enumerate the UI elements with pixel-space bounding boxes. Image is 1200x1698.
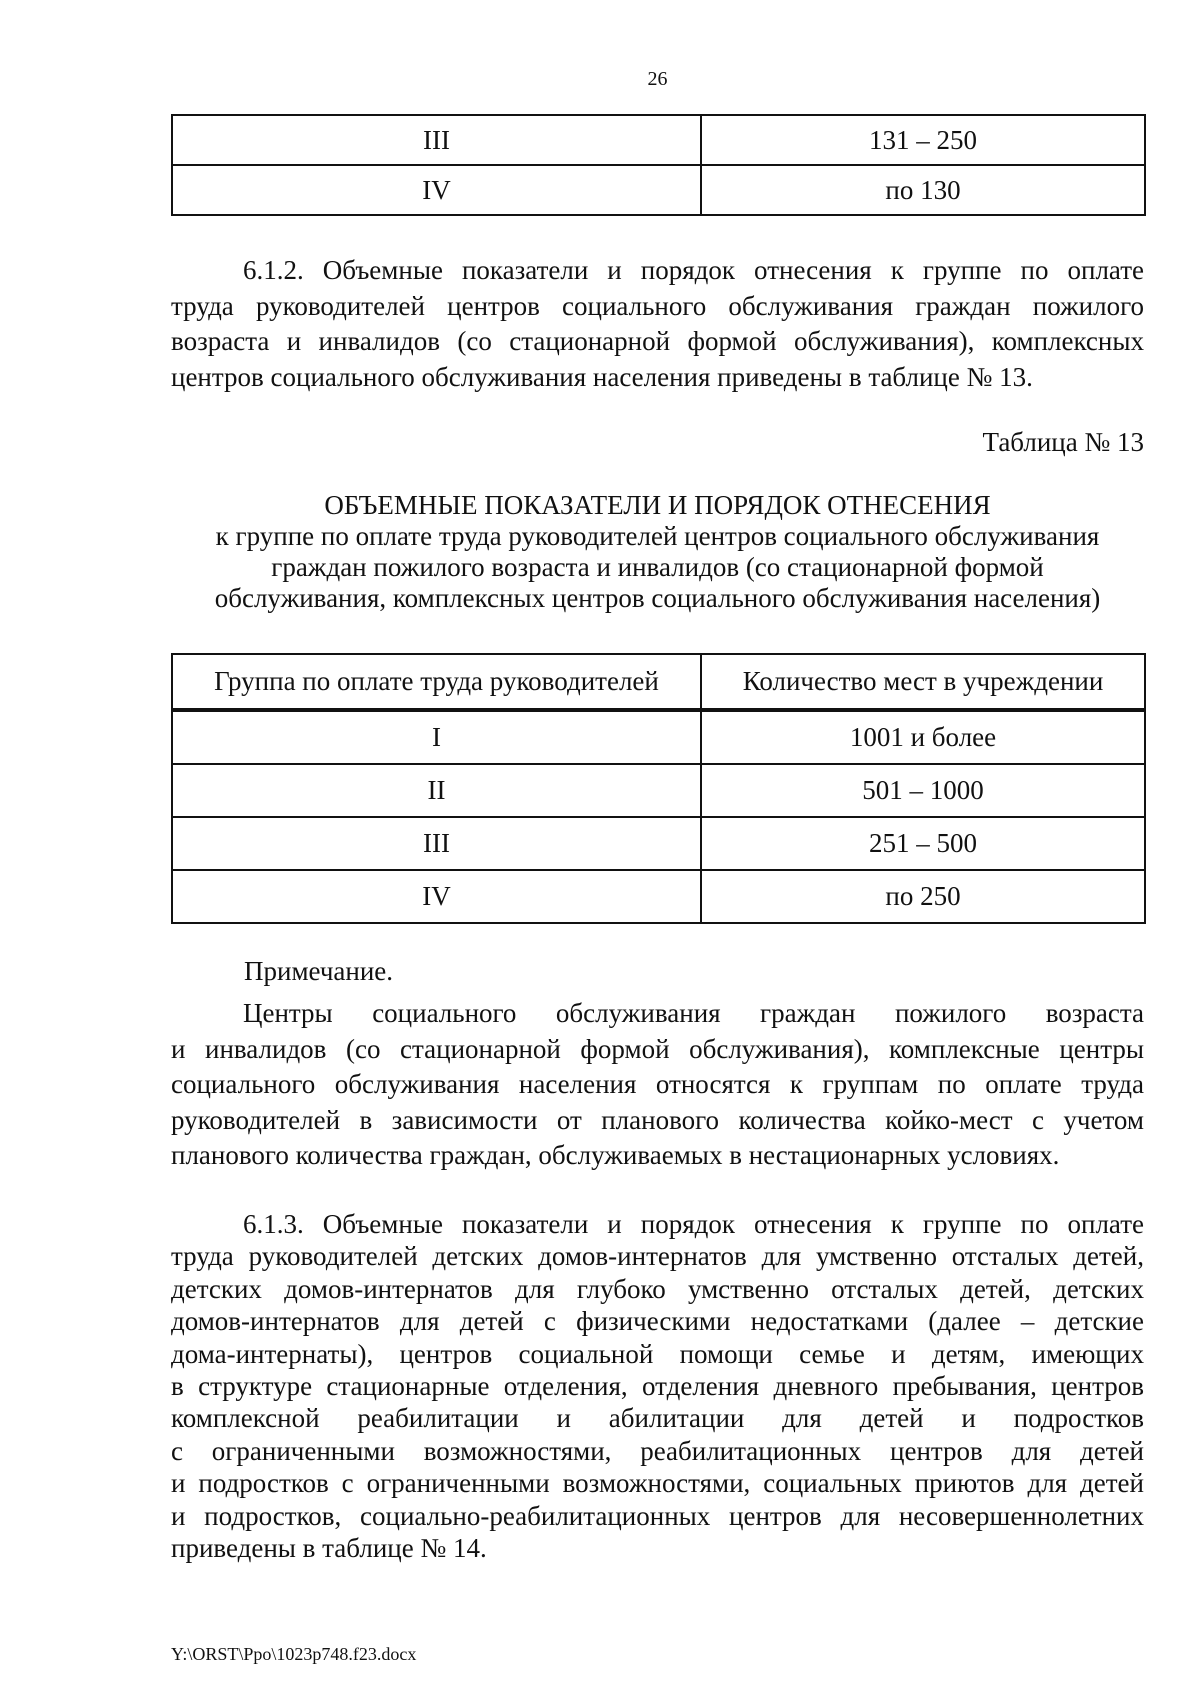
table-cell-group: III	[172, 115, 701, 165]
table-row	[172, 165, 1145, 215]
paragraph-line: возраста и инвалидов (со стационарной формой обслуживания), комплексных	[171, 326, 1144, 356]
paragraph-line: и подростков с ограниченными возможностями, социальных приютов для детей	[171, 1468, 1144, 1499]
paragraph-line: 6.1.2. Объемные показатели и порядок отнесения к группе по оплате	[243, 255, 1144, 285]
table-cell-group: IV	[172, 165, 701, 215]
table-cell-value: 251 – 500	[701, 817, 1145, 870]
paragraph-line: в структуре стационарные отделения, отделения дневного пребывания, центров	[171, 1371, 1144, 1402]
table-cell-value: 131 – 250	[701, 115, 1145, 165]
table-cell-value: по 130	[701, 165, 1145, 215]
paragraph-line: с ограниченными возможностями, реабилитационных центров для детей	[171, 1435, 1144, 1466]
paragraph-line: и подростков, социально-реабилитационных центров для несовершеннолетних	[171, 1500, 1144, 1531]
paragraph-6-1-2	[171, 253, 1144, 395]
table-title-line: граждан пожилого возраста и инвалидов (со стационарной формой	[271, 552, 1044, 582]
column-header-group: Группа по оплате труда руководителей	[172, 654, 701, 710]
note-text	[171, 996, 1144, 1174]
paragraph-line: руководителей в зависимости от планового количества койко-мест с учетом	[171, 1104, 1144, 1135]
table-13-label: Таблица № 13	[982, 427, 1144, 457]
table-cell-group: III	[172, 817, 701, 870]
paragraph-line: социального обслуживания населения относятся к группам по оплате труда	[171, 1069, 1144, 1099]
column-header-places: Количество мест в учреждении	[701, 654, 1145, 710]
file-path-footer: Y:\ORST\Ppo\1023p748.f23.docx	[171, 1644, 417, 1664]
paragraph-line: детских домов-интернатов для глубоко умственно отсталых детей, детских	[171, 1273, 1144, 1304]
paragraph-line: и инвалидов (со стационарной формой обслуживания), комплексные центры	[171, 1033, 1144, 1064]
paragraph-line: труда руководителей центров социального обслуживания граждан пожилого	[171, 290, 1144, 321]
table-title-line: обслуживания, комплексных центров социального обслуживания населения)	[214, 583, 1101, 613]
table-row	[172, 870, 1145, 923]
paragraph-line: центров социального обслуживания населения приведены в таблице № 13.	[171, 361, 1033, 392]
table-title-main: ОБЪЕМНЫЕ ПОКАЗАТЕЛИ И ПОРЯДОК ОТНЕСЕНИЯ	[324, 490, 991, 520]
paragraph-6-1-3	[171, 1208, 1144, 1564]
table-row	[172, 764, 1145, 817]
table-row	[172, 710, 1145, 764]
table-cell-value: 501 – 1000	[701, 764, 1145, 817]
table-13-title	[171, 490, 1144, 614]
table-header-row	[172, 654, 1145, 710]
paragraph-line: 6.1.3. Объемные показатели и порядок отнесения к группе по оплате	[243, 1209, 1144, 1239]
table-cell-value: 1001 и более	[701, 710, 1145, 764]
paragraph-line: комплексной реабилитации и абилитации для детей и подростков	[171, 1403, 1144, 1434]
paragraph-line: приведены в таблице № 14.	[171, 1533, 487, 1564]
continued-table	[171, 114, 1146, 216]
note-label: Примечание.	[244, 956, 394, 986]
table-row	[172, 115, 1145, 165]
table-cell-group: II	[172, 764, 701, 817]
paragraph-line: Центры социального обслуживания граждан пожилого возраста	[243, 998, 1144, 1028]
table-title-line: к группе по оплате труда руководителей центров социального обслуживания	[215, 521, 1100, 551]
table-cell-group: I	[172, 710, 701, 764]
paragraph-line: планового количества граждан, обслуживаемых в нестационарных условиях.	[171, 1140, 1060, 1170]
paragraph-line: труда руководителей детских домов-интернатов для умственно отсталых детей,	[171, 1241, 1144, 1272]
paragraph-line: дома-интернаты), центров социальной помощи семье и детям, имеющих	[171, 1338, 1144, 1369]
table-13	[171, 653, 1146, 924]
table-row	[172, 817, 1145, 870]
table-cell-value: по 250	[701, 870, 1145, 923]
paragraph-line: домов-интернатов для детей с физическими недостатками (далее – детские	[171, 1306, 1144, 1337]
table-cell-group: IV	[172, 870, 701, 923]
page-number: 26	[647, 68, 668, 90]
